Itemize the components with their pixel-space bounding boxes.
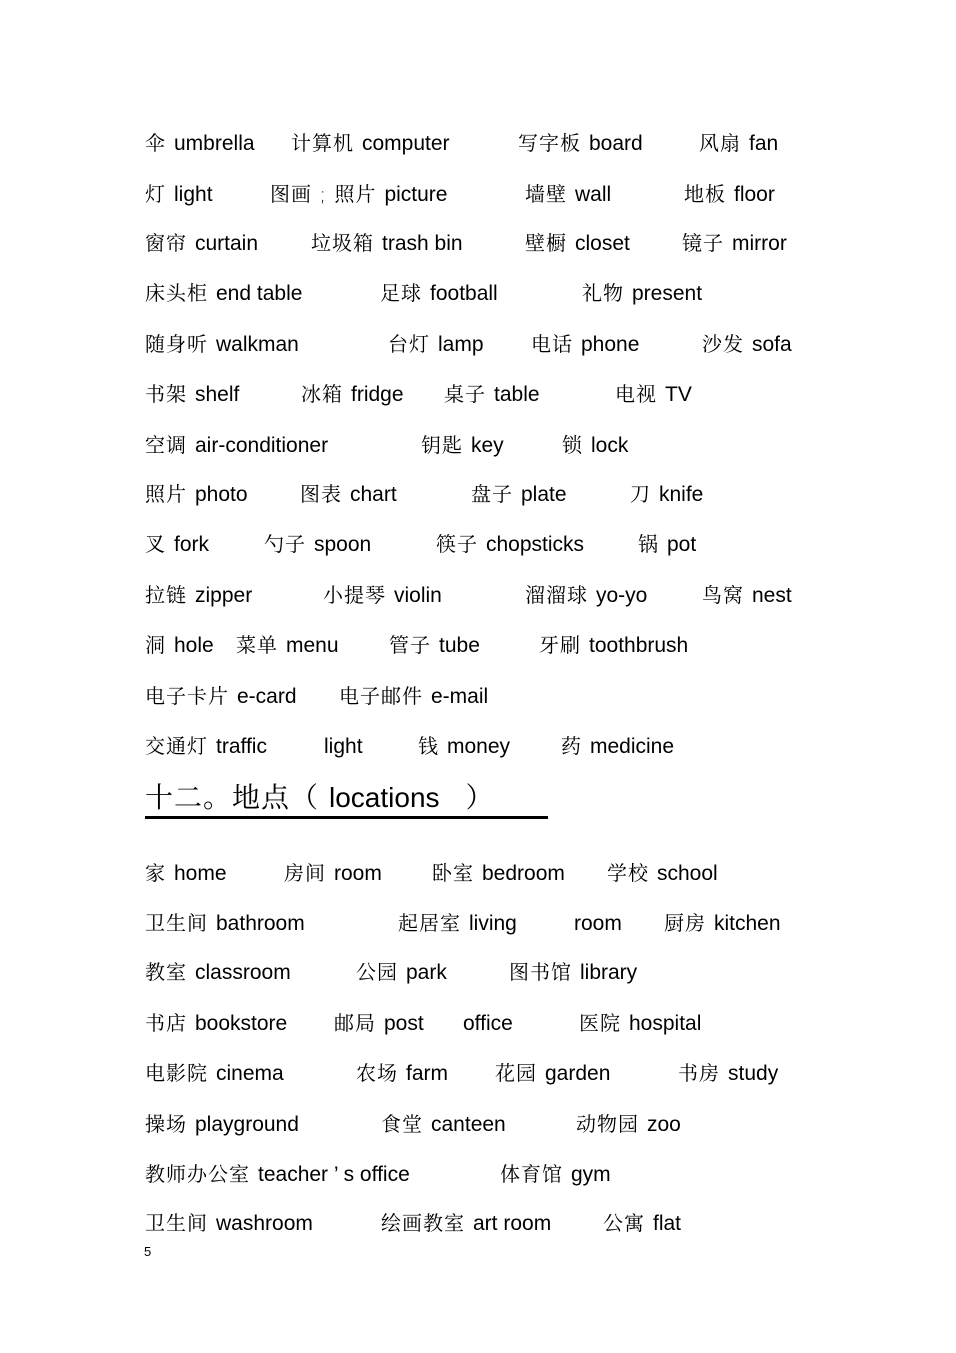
chinese-term: 学校 (607, 861, 649, 885)
chinese-term: 写字板 (518, 131, 581, 155)
vocab-entry (682, 228, 787, 259)
vocab-entry (145, 731, 267, 762)
vocab-entry (145, 529, 209, 560)
chinese-term: 勺子 (264, 532, 306, 556)
vocab-entry (291, 128, 450, 159)
chinese-term: 锅 (638, 532, 659, 556)
chinese-term: 绘画教室 (381, 1211, 465, 1235)
english-term: garden (545, 1062, 611, 1085)
english-term: washroom (216, 1212, 313, 1235)
chinese-term: 床头柜 (145, 281, 208, 305)
chinese-term: 农场 (356, 1061, 398, 1085)
chinese-term: 盘子 (471, 482, 513, 506)
english-term: farm (406, 1062, 448, 1085)
english-term: office (463, 1012, 513, 1035)
vocab-entry (702, 580, 792, 611)
english-term: bookstore (195, 1012, 288, 1035)
english-term: fridge (351, 383, 404, 406)
vocab-line (0, 128, 956, 158)
chinese-term: 壁橱 (525, 231, 567, 255)
chinese-term: 地板 (684, 182, 726, 206)
vocab-line (0, 630, 956, 660)
chinese-term: 足球 (380, 281, 422, 305)
chinese-term: 厨房 (664, 911, 706, 935)
chinese-term: 菜单 (236, 633, 278, 657)
english-term: room (334, 862, 382, 885)
vocab-entry (145, 1058, 284, 1089)
vocab-line (0, 1109, 956, 1139)
vocab-entry (421, 430, 504, 461)
chinese-term: 拉链 (145, 583, 187, 607)
chinese-term: 鸟窝 (702, 583, 744, 607)
english-term: money (447, 735, 511, 758)
vocab-entry (398, 908, 517, 939)
english-term: pot (667, 533, 697, 556)
chinese-term: 电子邮件 (339, 684, 423, 708)
section-heading-locations (145, 780, 548, 819)
vocab-line (0, 228, 956, 258)
vocab-entry (334, 1008, 424, 1039)
chinese-term: 锁 (562, 433, 583, 457)
vocab-entry (615, 379, 692, 410)
vocab-entry (145, 228, 258, 259)
vocab-entry (664, 908, 781, 939)
vocab-entry (418, 731, 510, 762)
english-term: table (494, 383, 540, 406)
chinese-term: 电子卡片 (145, 684, 229, 708)
chinese-term: 礼物 (582, 281, 624, 305)
english-term: shelf (195, 383, 240, 406)
vocab-entry (630, 479, 703, 510)
chinese-term: 食堂 (381, 1112, 423, 1136)
english-term: art room (473, 1212, 552, 1235)
vocab-entry (436, 529, 584, 560)
vocab-entry (300, 479, 397, 510)
chinese-term: 窗帘 (145, 231, 187, 255)
chinese-term: 计算机 (291, 131, 354, 155)
chinese-term: 溜溜球 (525, 583, 588, 607)
vocab-line (0, 479, 956, 509)
chinese-term: 钥匙 (421, 433, 463, 457)
english-term: hospital (629, 1012, 702, 1035)
english-term: menu (286, 634, 339, 657)
vocab-entry (444, 379, 540, 410)
english-term: light (324, 735, 363, 758)
vocab-entry (145, 858, 227, 889)
vocab-line (0, 1058, 956, 1088)
vocab-line (0, 379, 956, 409)
chinese-term: 公寓 (603, 1211, 645, 1235)
english-term: zipper (195, 584, 253, 607)
english-term: bedroom (482, 862, 565, 885)
vocab-entry (145, 630, 214, 661)
chinese-term: 刀 (630, 482, 651, 506)
english-term: air-conditioner (195, 434, 329, 457)
vocab-entry (463, 1008, 513, 1039)
chinese-term: 书架 (145, 382, 187, 406)
english-term: fan (749, 132, 779, 155)
vocab-entry (270, 179, 447, 210)
chinese-term: 叉 (145, 532, 166, 556)
vocab-entry (339, 681, 488, 712)
english-term: umbrella (174, 132, 255, 155)
vocab-entry (574, 908, 622, 939)
chinese-term: 随身听 (145, 332, 208, 356)
chinese-term: 书店 (145, 1011, 187, 1035)
english-term: violin (394, 584, 442, 607)
vocab-entry (495, 1058, 610, 1089)
chinese-term: 电话 (531, 332, 573, 356)
english-term: plate (521, 483, 567, 506)
english-term: e-mail (431, 685, 489, 708)
vocab-line (0, 858, 956, 888)
vocab-line (0, 278, 956, 308)
vocab-line (0, 329, 956, 359)
chinese-term: 卫生间 (145, 911, 208, 935)
chinese-term: 电影院 (145, 1061, 208, 1085)
heading-chinese-prefix: 十二。地点（ (145, 781, 320, 814)
chinese-term: 钱 (418, 734, 439, 758)
chinese-term: 花园 (495, 1061, 537, 1085)
english-term: classroom (195, 961, 291, 984)
vocab-entry (145, 179, 213, 210)
vocab-entry (145, 681, 297, 712)
english-term: spoon (314, 533, 372, 556)
chinese-term: 墙壁 (525, 182, 567, 206)
vocab-entry (684, 179, 775, 210)
english-term: end table (216, 282, 303, 305)
english-term: living (469, 912, 517, 935)
vocab-entry (145, 379, 239, 410)
english-term: tube (439, 634, 480, 657)
vocab-entry (145, 278, 302, 309)
page-number: 5 (144, 1244, 152, 1259)
vocab-line (0, 731, 956, 761)
chinese-term: 教室 (145, 960, 187, 984)
vocab-line (0, 1159, 956, 1189)
vocab-line (0, 1008, 956, 1038)
vocab-entry (525, 580, 647, 611)
chinese-term: 空调 (145, 433, 187, 457)
english-term: e-card (237, 685, 297, 708)
vocab-entry (381, 1208, 551, 1239)
english-term: chart (350, 483, 397, 506)
english-term: library (580, 961, 638, 984)
vocab-entry (579, 1008, 701, 1039)
english-term: gym (571, 1163, 611, 1186)
english-term: mirror (732, 232, 787, 255)
vocab-entry (236, 630, 339, 661)
vocab-entry (518, 128, 643, 159)
english-term: school (657, 862, 718, 885)
chinese-term: 交通灯 (145, 734, 208, 758)
chinese-term: 垃圾箱 (311, 231, 374, 255)
vocab-entry (381, 1109, 506, 1140)
chinese-term: 风扇 (699, 131, 741, 155)
vocab-entry (264, 529, 371, 560)
heading-english: locations (329, 782, 440, 813)
vocab-entry (539, 630, 688, 661)
english-term: trash bin (382, 232, 463, 255)
vocab-entry (380, 278, 498, 309)
chinese-term: 镜子 (682, 231, 724, 255)
english-term: zoo (647, 1113, 681, 1136)
vocab-line (0, 580, 956, 610)
vocab-entry (582, 278, 702, 309)
english-term: park (406, 961, 447, 984)
chinese-term: 筷子 (436, 532, 478, 556)
chinese-term: 卧室 (432, 861, 474, 885)
chinese-term: 台灯 (388, 332, 430, 356)
english-term: knife (659, 483, 704, 506)
english-term: phone (581, 333, 640, 356)
english-term: toothbrush (589, 634, 689, 657)
chinese-term: 动物园 (576, 1112, 639, 1136)
vocab-line (0, 908, 956, 938)
chinese-term: 沙发 (702, 332, 744, 356)
chinese-term: 小提琴 (323, 583, 386, 607)
chinese-term: 药 (561, 734, 582, 758)
chinese-term: 电视 (615, 382, 657, 406)
vocab-entry (603, 1208, 681, 1239)
english-term: nest (752, 584, 792, 607)
vocab-entry (324, 731, 363, 762)
english-term: flat (653, 1212, 682, 1235)
vocab-entry (388, 329, 484, 360)
english-term: teacher ’ s office (258, 1163, 410, 1186)
vocab-line (0, 529, 956, 559)
vocab-entry (678, 1058, 778, 1089)
vocab-entry (607, 858, 718, 889)
english-term: home (174, 862, 227, 885)
heading-chinese-suffix: ） (465, 781, 495, 814)
chinese-term: 体育馆 (500, 1162, 563, 1186)
chinese-term: 冰箱 (301, 382, 343, 406)
english-term: TV (665, 383, 692, 406)
vocab-entry (638, 529, 696, 560)
chinese-term: 管子 (389, 633, 431, 657)
english-term: chopsticks (486, 533, 585, 556)
vocab-entry (531, 329, 639, 360)
vocab-line (0, 179, 956, 209)
english-term: floor (734, 183, 775, 206)
english-term: canteen (431, 1113, 506, 1136)
vocab-entry (145, 329, 299, 360)
chinese-term: 伞 (145, 131, 166, 155)
english-term: lamp (438, 333, 484, 356)
english-term: closet (575, 232, 630, 255)
chinese-term: 家 (145, 861, 166, 885)
vocab-entry (145, 580, 252, 611)
english-term: lock (591, 434, 629, 457)
chinese-term: 教师办公室 (145, 1162, 250, 1186)
vocab-entry (323, 580, 442, 611)
english-term: key (471, 434, 504, 457)
vocab-entry (145, 128, 255, 159)
english-term: computer (362, 132, 450, 155)
english-term: football (430, 282, 498, 305)
vocab-line (0, 430, 956, 460)
chinese-term: 卫生间 (145, 1211, 208, 1235)
english-term: picture (384, 183, 448, 206)
vocab-entry (145, 430, 328, 461)
chinese-term: 照片 (145, 482, 187, 506)
english-term: medicine (590, 735, 675, 758)
chinese-term: 操场 (145, 1112, 187, 1136)
english-term: bathroom (216, 912, 305, 935)
chinese-term: 起居室 (398, 911, 461, 935)
vocab-entry (145, 1008, 287, 1039)
chinese-term: 房间 (284, 861, 326, 885)
vocab-entry (301, 379, 404, 410)
vocab-entry (356, 957, 447, 988)
chinese-term: 图书馆 (509, 960, 572, 984)
vocab-entry (576, 1109, 681, 1140)
chinese-term: 洞 (145, 633, 166, 657)
english-term: room (574, 912, 622, 935)
vocab-entry (699, 128, 778, 159)
vocab-entry (509, 957, 637, 988)
vocab-line (0, 1208, 956, 1238)
chinese-term: 邮局 (334, 1011, 376, 1035)
chinese-term: 图表 (300, 482, 342, 506)
english-term: yo-yo (596, 584, 648, 607)
vocab-entry (145, 479, 248, 510)
vocab-entry (145, 1208, 313, 1239)
english-term: board (589, 132, 643, 155)
vocab-line (0, 957, 956, 987)
vocab-entry (525, 179, 611, 210)
chinese-term: 医院 (579, 1011, 621, 1035)
chinese-term: 图画 ; 照片 (270, 182, 377, 206)
english-term: hole (174, 634, 214, 657)
english-term: photo (195, 483, 248, 506)
english-term: wall (575, 183, 612, 206)
english-term: curtain (195, 232, 259, 255)
vocab-entry (525, 228, 630, 259)
english-term: playground (195, 1113, 299, 1136)
english-term: post (384, 1012, 424, 1035)
vocab-entry (284, 858, 382, 889)
english-term: present (632, 282, 703, 305)
vocab-entry (561, 731, 674, 762)
vocab-entry (562, 430, 628, 461)
english-term: light (174, 183, 213, 206)
vocab-entry (389, 630, 480, 661)
vocab-entry (471, 479, 567, 510)
english-term: traffic (216, 735, 267, 758)
vocab-entry (145, 908, 305, 939)
chinese-term: 书房 (678, 1061, 720, 1085)
vocab-entry (145, 1109, 299, 1140)
vocab-entry (702, 329, 792, 360)
vocab-entry (145, 957, 291, 988)
chinese-term: 公园 (356, 960, 398, 984)
chinese-term: 桌子 (444, 382, 486, 406)
english-term: cinema (216, 1062, 284, 1085)
vocab-entry (500, 1159, 611, 1190)
english-term: kitchen (714, 912, 781, 935)
vocab-entry (311, 228, 463, 259)
english-term: walkman (216, 333, 299, 356)
vocab-entry (145, 1159, 410, 1190)
english-term: study (728, 1062, 779, 1085)
english-term: sofa (752, 333, 792, 356)
english-term: fork (174, 533, 210, 556)
vocab-entry (356, 1058, 448, 1089)
vocab-entry (432, 858, 565, 889)
chinese-term: 牙刷 (539, 633, 581, 657)
vocab-line (0, 681, 956, 711)
chinese-term: 灯 (145, 182, 166, 206)
